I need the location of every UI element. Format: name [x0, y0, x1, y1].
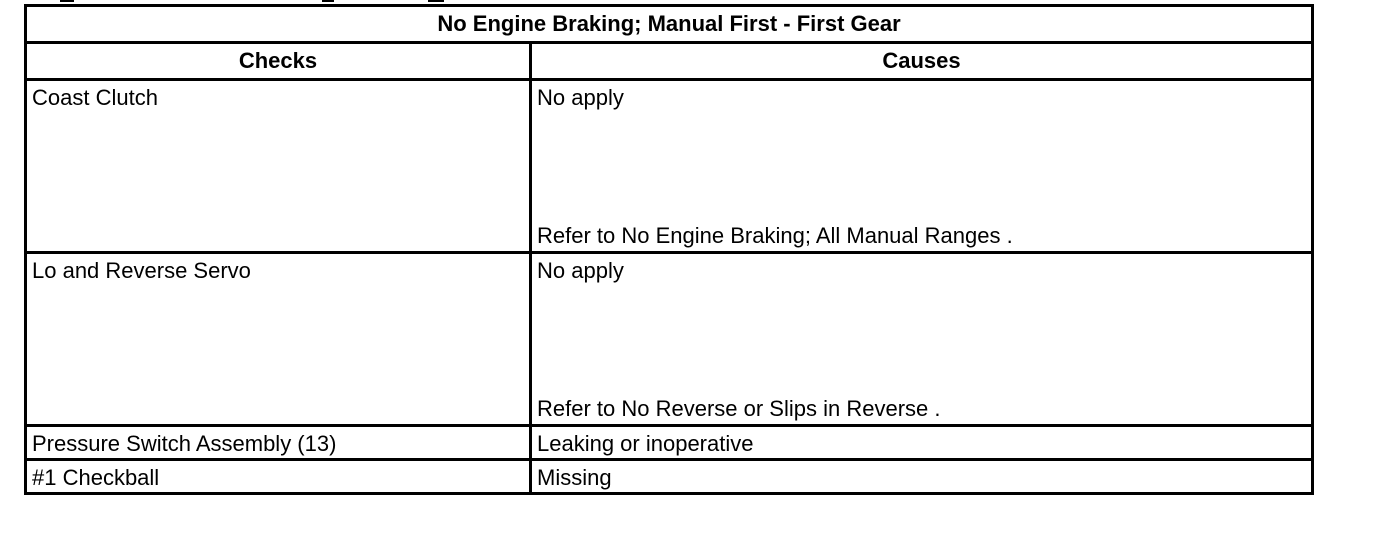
cause-cell	[531, 253, 1313, 426]
check-cell	[26, 460, 531, 494]
table-title: No Engine Braking; Manual First - First Gear	[26, 6, 1313, 43]
table-row	[26, 253, 1313, 426]
clipped-header-fragment	[60, 0, 460, 3]
refer-link[interactable]: Refer to No Engine Braking; All Manual Ranges .	[537, 223, 1013, 248]
column-header-causes: Causes	[531, 43, 1313, 80]
table-row	[26, 426, 1313, 460]
cause-cell	[531, 460, 1313, 494]
refer-link[interactable]: Refer to No Reverse or Slips in Reverse .	[537, 396, 941, 421]
cause-cell	[531, 426, 1313, 460]
cause-text: No apply	[537, 85, 624, 110]
cause-text: Missing	[537, 465, 612, 490]
table-header-row	[26, 43, 1313, 80]
cause-cell	[531, 80, 1313, 253]
table-row	[26, 80, 1313, 253]
check-cell	[26, 80, 531, 253]
check-text: #1 Checkball	[32, 465, 160, 490]
check-cell	[26, 426, 531, 460]
table-title-row	[26, 6, 1313, 43]
check-cell	[26, 253, 531, 426]
check-text: Coast Clutch	[32, 85, 158, 110]
check-text: Pressure Switch Assembly (13)	[32, 431, 337, 456]
table-row	[26, 460, 1313, 494]
cause-text: No apply	[537, 258, 624, 283]
diagnostic-table	[24, 4, 1314, 495]
check-text: Lo and Reverse Servo	[32, 258, 251, 283]
column-header-checks: Checks	[26, 43, 531, 80]
cause-text: Leaking or inoperative	[537, 431, 754, 456]
